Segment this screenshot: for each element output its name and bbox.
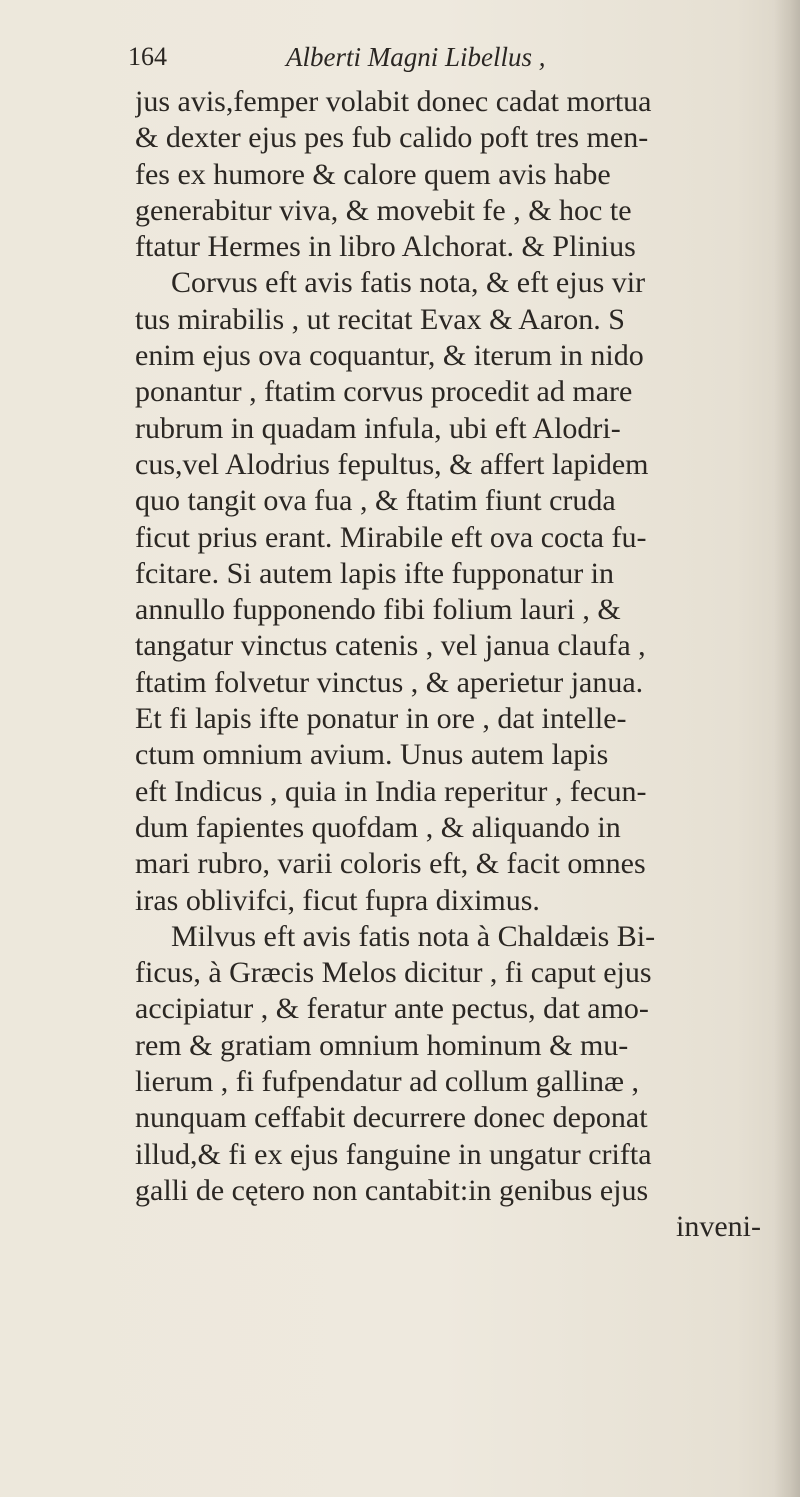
page-header: [128, 42, 648, 82]
text-line: rem & gratiam omnium hominum & mu-: [135, 1028, 629, 1062]
text-line: iras oblivifci, ficut fupra diximus.: [135, 883, 540, 917]
text-line: ftatur Hermes in libro Alchorat. & Plinius: [135, 230, 636, 264]
text-line: tus mirabilis , ut recitat Evax & Aaron. S: [135, 302, 625, 336]
text-line: enim ejus ova coquantur, & iterum in nido: [135, 339, 644, 373]
text-line: fcitare. Si autem lapis ifte fupponatur in: [135, 556, 615, 590]
text-line: ficut prius erant. Mirabile eft ova cocta fu-: [135, 520, 647, 554]
page-edge-shadow: [774, 0, 800, 1497]
text-line: illud,& fi ex ejus fanguine in ungatur crifta: [135, 1137, 652, 1171]
text-line: ponantur , ftatim corvus procedit ad mare: [135, 375, 633, 409]
text-line: ficus, à Græcis Melos dicitur , fi caput ejus: [135, 956, 652, 990]
text-line: nunquam ceffabit decurrere donec deponat: [135, 1101, 648, 1135]
text-line: generabitur viva, & movebit fe , & hoc te: [135, 193, 632, 227]
text-line: jus avis,femper volabit donec cadat mortua: [135, 85, 652, 118]
text-line: dum fapientes quofdam , & aliquando in: [135, 810, 621, 844]
text-line: tangatur vinctus catenis , vel janua claufa ,: [135, 629, 646, 663]
text-line: Corvus eft avis fatis nota, & eft ejus vir: [171, 266, 646, 300]
text-line: eft Indicus , quia in India reperitur , fecun-: [135, 774, 647, 808]
catchword: inveni-: [676, 1210, 761, 1244]
text-line: cus,vel Alodrius fepultus, & affert lapidem: [135, 447, 649, 481]
text-line: mari rubro, varii coloris eft, & facit omnes: [135, 847, 646, 881]
body-text: [135, 84, 775, 1246]
text-line: Milvus eft avis fatis nota à Chaldæis Bi-: [171, 919, 656, 953]
text-line: ftatim folvetur vinctus , & aperietur janua.: [135, 665, 644, 699]
text-line: accipiatur , & feratur ante pectus, dat amo-: [135, 992, 649, 1026]
text-line: fes ex humore & calore quem avis habe: [135, 157, 611, 191]
text-line: & dexter ejus pes fub calido poft tres men-: [135, 121, 649, 155]
page-number: 164: [128, 42, 167, 71]
text-line: Et fi lapis ifte ponatur in ore , dat intelle-: [135, 702, 627, 736]
text-line: annullo fupponendo fibi folium lauri , &: [135, 593, 621, 627]
text-line: rubrum in quadam infula, ubi eft Alodri-: [135, 411, 621, 445]
running-title: Alberti Magni Libellus ,: [286, 42, 546, 72]
text-line: lierum , fi fufpendatur ad collum gallinæ ,: [135, 1065, 640, 1099]
text-line: quo tangit ova fua , & ftatim fiunt cruda: [135, 484, 616, 518]
text-line: galli de cętero non cantabit:in genibus ejus: [135, 1173, 649, 1207]
text-line: ctum omnium avium. Unus autem lapis: [135, 738, 609, 772]
